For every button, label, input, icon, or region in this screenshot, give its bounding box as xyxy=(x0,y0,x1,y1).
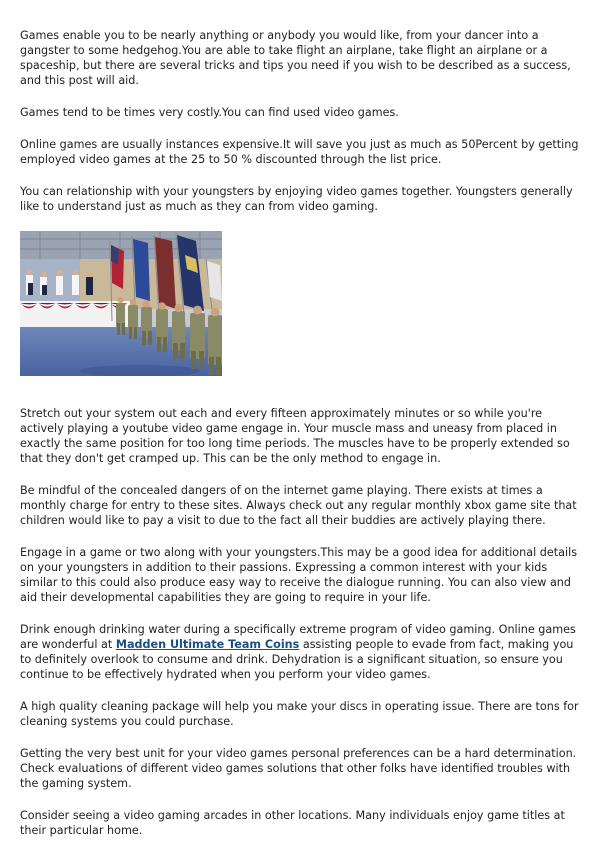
paragraph-discount: Online games are usually instances expensive.It will save you just as much as 50Percent by getting employed video games at the 25 to 50 % discounted through the list price. xyxy=(20,138,579,166)
paragraph-stretch: Stretch out your system out each and every fifteen approximately minutes or so while you're actively playing a youtube video game engage in. Your muscle mass and uneasy from placed in exactly the same position for too long time periods. The muscles have to be properly extended so that they don't get cramped up. This can be the only method to engage in. xyxy=(20,407,570,465)
paragraph-relationship: You can relationship with your youngsters by enjoying video games together. Youngsters generally like to understand just as much as they can from video gaming. xyxy=(20,185,573,213)
paragraph-drink xyxy=(20,622,580,682)
paragraph-arcades: Consider seeing a video gaming arcades in other locations. Many individuals enjoy game titles at their particular home. xyxy=(20,809,565,837)
ceremony-photo xyxy=(20,231,222,376)
paragraph-intro: Games enable you to be nearly anything or anybody you would like, from your dancer into a gangster to some hedgehog.You are able to take flight an airplane, take flight an airplane or a spaceship, but there are several tricks and tips you need if you wish to be described as a success, and this post will aid. xyxy=(20,29,571,87)
madden-coins-link[interactable]: Madden Ultimate Team Coins xyxy=(115,638,300,651)
paragraph-cost: Games tend to be times very costly.You can find used video games. xyxy=(20,106,399,119)
paragraph-dangers: Be mindful of the concealed dangers of on the internet game playing. There exists at times a monthly charge for entry to these sites. Always check out any regular monthly xbox game site that children would like to pay a visit to due to the fact all their buddies are actively playing there. xyxy=(20,484,577,527)
paragraph-engage: Engage in a game or two along with your youngsters.This may be a good idea for additional details on your youngsters in addition to their passions. Expressing a common interest with your kids similar to this could also produce easy way to receive the dialogue running. You can also view and aid their developmental capabilities they are going to require in your life. xyxy=(20,546,578,604)
drink-text-after: assisting people to evade from fact, making you to definitely overlook to consume and drink. Dehydration is a significant situation, so ensure you continue to be effectively hydrated when you perform your video games. xyxy=(20,638,574,681)
drink-text-before: Drink enough drinking water during a specifically extreme program of video gaming. Online games are wonderful at xyxy=(20,623,576,651)
article-body xyxy=(20,28,580,855)
paragraph-cleaning: A high quality cleaning package will help you make your discs in operating issue. There are tons for cleaning systems you could purchase. xyxy=(20,700,579,728)
paragraph-unit: Getting the very best unit for your video games personal preferences can be a hard determination. Check evaluations of different video games solutions that other folks have identified troubles with the gaming system. xyxy=(20,747,577,790)
